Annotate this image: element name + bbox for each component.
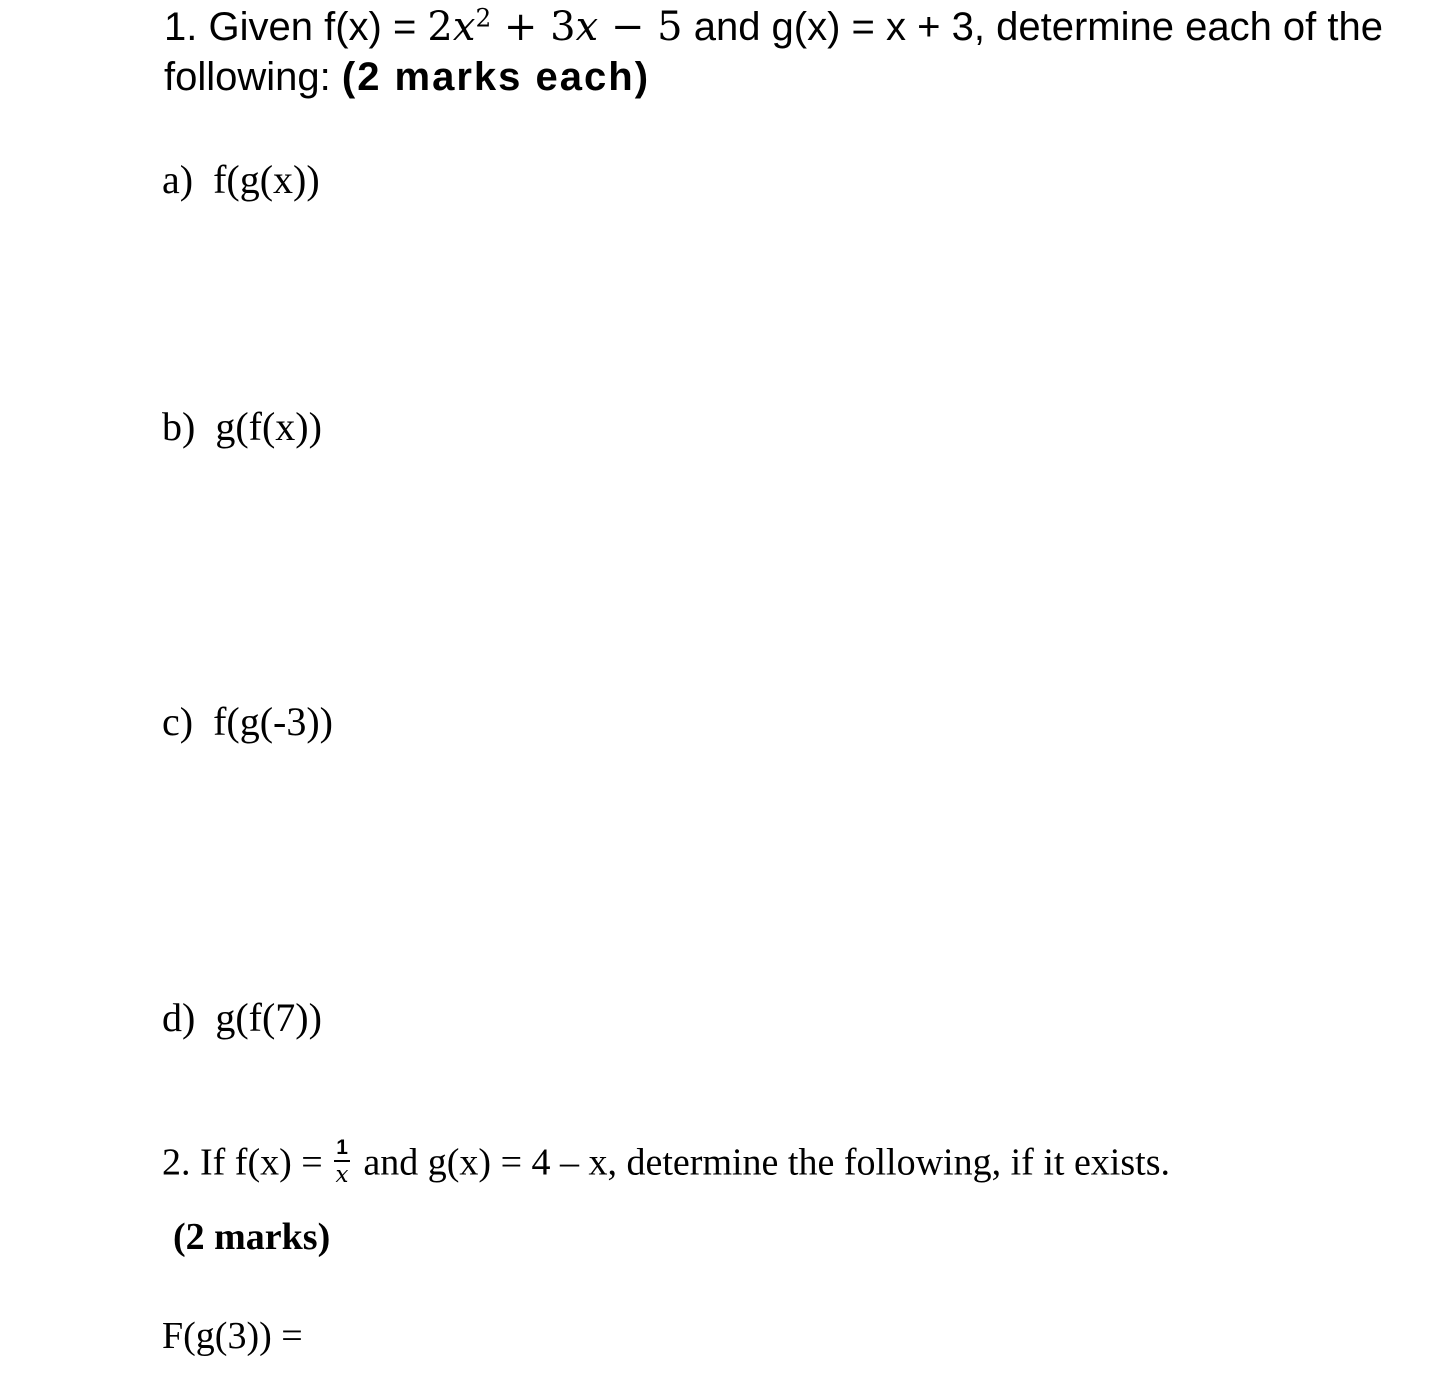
fx-coefficient-b: 3 bbox=[550, 4, 576, 50]
fx-variable-b: x bbox=[575, 4, 599, 50]
question-1-lead: 1. Given f(x) = bbox=[164, 5, 428, 49]
question-1-line-2 bbox=[164, 57, 650, 97]
question-2-suffix: and g(x) = 4 – x, determine the following, if it exists. bbox=[353, 1141, 1170, 1184]
question-1-following: following: bbox=[164, 55, 342, 99]
fraction-numerator: 1 bbox=[334, 1137, 350, 1162]
part-c bbox=[162, 699, 333, 744]
fx-minus-operator: − bbox=[598, 4, 658, 50]
part-b bbox=[162, 404, 322, 449]
part-b-expression: g(f(x)) bbox=[215, 404, 322, 449]
part-b-label: b) bbox=[162, 404, 196, 449]
one-over-x-fraction bbox=[334, 1137, 350, 1187]
part-d bbox=[162, 995, 322, 1040]
part-a-label: a) bbox=[162, 157, 194, 202]
fx-variable-a: x bbox=[452, 4, 476, 50]
part-d-label: d) bbox=[162, 995, 196, 1040]
fx-exponent: 2 bbox=[475, 3, 492, 33]
question-2-answer-prompt: F(g(3)) = bbox=[162, 1315, 303, 1357]
fraction-denominator: x bbox=[335, 1162, 349, 1188]
fx-plus-operator: + bbox=[491, 4, 551, 50]
part-a-expression: f(g(x)) bbox=[213, 157, 320, 202]
part-c-label: c) bbox=[162, 699, 194, 744]
fx-coefficient-a: 2 bbox=[427, 4, 453, 50]
question-2-prefix: 2. If f(x) = bbox=[162, 1141, 333, 1184]
question-2-line-1 bbox=[162, 1136, 1170, 1191]
question-1-tail: and g(x) = x + 3, determine each of the bbox=[682, 5, 1384, 49]
part-d-expression: g(f(7)) bbox=[215, 995, 322, 1040]
fx-constant: 5 bbox=[657, 4, 683, 50]
question-2-marks: (2 marks) bbox=[173, 1216, 331, 1258]
question-1-line-1 bbox=[164, 3, 1384, 50]
part-a bbox=[162, 157, 320, 202]
part-c-expression: f(g(-3)) bbox=[213, 699, 333, 744]
question-1-marks: (2 marks each) bbox=[341, 55, 651, 99]
